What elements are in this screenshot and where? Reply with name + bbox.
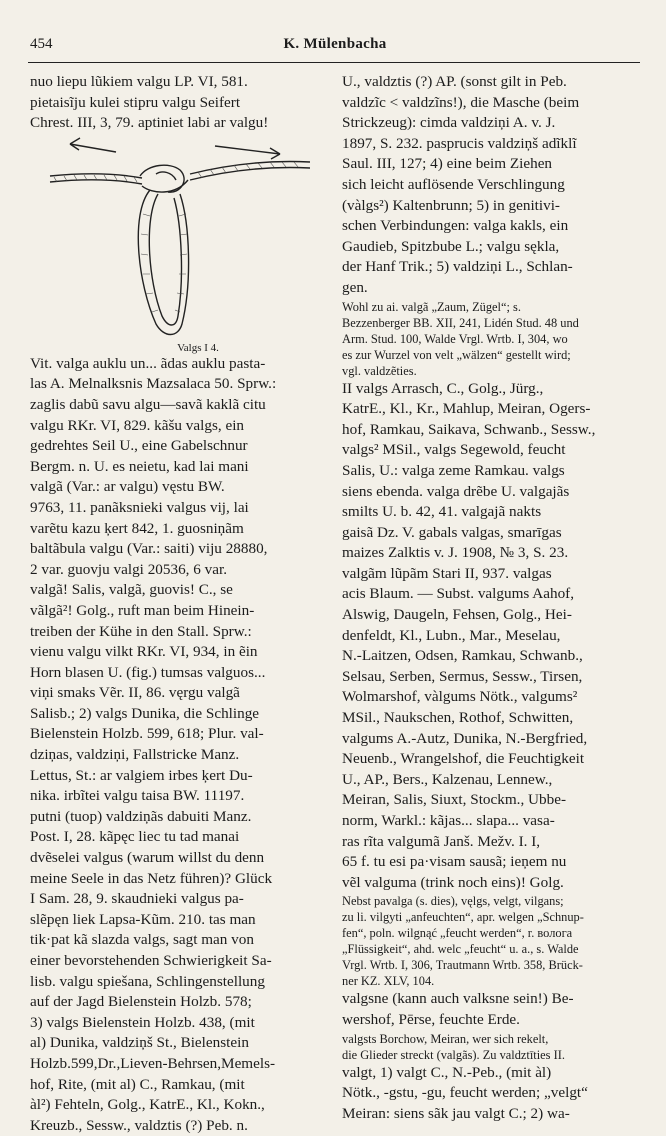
text-line: Neuenb., Wrangelshof, die Feuchtigkeit (342, 750, 585, 768)
text-line: valgu RKr. VI, 829. kãšu valgs, ein (30, 416, 245, 434)
text-line: las A. Melnalksnis Mazsalaca 50. Sprw.: (30, 375, 277, 393)
text-line: Salisb.; 2) valgs Dunika, die Schlinge (30, 704, 260, 722)
text-line: fen“, poln. wilgnąć „feucht werden“, r. волога (342, 926, 573, 941)
text-line: Selsau, Serben, Sermus, Sessw., Tirsen, (342, 667, 583, 685)
text-line: al) Dunika, valdziņš St., Bielenstein (30, 1034, 249, 1052)
text-line: Vit. valga auklu un... ãdas auklu pasta- (30, 354, 266, 372)
text-line: 1897, S. 232. paspruсis valdziņš adĩklĩ (342, 134, 577, 152)
text-line: valgã! Salis, valgã, guovis! C., se (30, 581, 233, 599)
text-line: N.-Laitzen, Odsen, Ramkau, Schwanb., (342, 647, 583, 665)
text-line: Horn blasen U. (fig.) tumsas valguos... (30, 663, 266, 681)
text-line: der Hanf Trik.; 5) valdziņi L., Schlan- (342, 258, 573, 276)
text-line: einer bevorstehenden Schwierigkeit Sa- (30, 952, 272, 969)
text-line: hof, Ramkau, Saikava, Schwanb., Sessw., (342, 420, 596, 438)
running-title: K. Mülenbacha (283, 36, 387, 52)
text-line: Nötk., -gstu, -gu, feucht werden; „velgt“ (342, 1084, 588, 1102)
text-line: Vrgl. Wrtb. I, 306, Trautmann Wrtb. 358, Brück- (342, 958, 583, 973)
text-line: Meiran: siens sãk jau valgt C.; 2) wa- (342, 1104, 570, 1122)
header-rule (28, 62, 640, 63)
text-line: II valgs Arrasch, C., Golg., Jürg., (342, 379, 544, 397)
text-line: acis Blaum. — Subst. valgums Aahof, (342, 585, 575, 603)
text-line: ner KZ. XLV, 104. (342, 974, 435, 989)
text-line: gedrehtes Seil U., eine Gabelschnur (30, 437, 248, 455)
text-line: wershof, Pērse, feuchte Erde. (342, 1010, 520, 1028)
text-line: Holzb.599,Dr.,Lieven-Behrsen,Memels- (30, 1054, 276, 1072)
text-line: ras rĩta valgumã Janš. Mežv. I. I, (342, 832, 541, 850)
text-line: nuo liepu lũkiem valgu LP. VI, 581. (30, 73, 248, 90)
text-line: U., AP., Bers., Kalzenau, Lennew., (342, 770, 553, 788)
text-line: Meiran, Salis, Siuxt, Stockm., Ubbe- (342, 791, 567, 809)
text-line: valgsts Borchow, Meiran, wer sich rekelt, (342, 1031, 549, 1046)
text-line: Bezzenberger BB. XII, 241, Lidén Stud. 48 und (342, 315, 579, 330)
text-line: Chrest. III, 3, 79. aptiniet labi ar valgu! (30, 114, 269, 132)
text-line: nika. irbĩtei valgu taisa BW. 11197. (30, 787, 245, 805)
text-line: gaisã Dz. V. gabals valgas, smarīgas (342, 523, 562, 541)
illustration (30, 134, 326, 354)
text-line: viņi smaks Vẽr. II, 86. vęrgu valgã (30, 684, 240, 702)
text-line: hof, Rite, (mit al) C., Ramkau, (mit (30, 1075, 245, 1093)
text-line: Alswig, Daugeln, Fehsen, Golg., Hei- (342, 606, 572, 624)
page-header (30, 36, 640, 60)
text-line: Bergm. n. U. es neietu, kad lai mani (30, 457, 249, 475)
text-line: Wohl zu ai. valgã „Zaum, Zügel“; s. (342, 299, 521, 314)
text-line: siens ebenda. valga drẽbe U. valgajãs (342, 482, 570, 500)
text-line: 65 f. tu esi pa·visam sausã; ieņem nu (342, 853, 567, 871)
figure-caption: Valgs I 4. (177, 341, 219, 354)
text-line: valgã (Var.: ar valgu) vęstu BW. (30, 478, 225, 496)
text-line: Lettus, St.: ar valgiem irbes ķert Du- (30, 766, 253, 784)
text-line: sich leicht auflösende Verschlingung (342, 175, 565, 193)
text-line: tik·pat kã slazda valgs, sagt man von (30, 931, 254, 949)
text-line: Saul. III, 127; 4) eine beim Ziehen (342, 155, 553, 173)
entry-valgt (342, 1063, 640, 1125)
text-line: denfeldt, Kl., Lubn., Mar., Meselau, (342, 626, 561, 644)
text-line: Arm. Stud. 100, Walde Vrgl. Wrtb. I, 304, wo (342, 331, 568, 346)
left-top-text (30, 72, 326, 134)
text-line: U., valdztis (?) AP. (sonst gilt in Peb. (342, 73, 567, 90)
text-line: gen. (342, 278, 368, 296)
left-main-text (30, 354, 326, 1136)
text-line: dziņas, valdziņi, Fallstricke Manz. (30, 746, 240, 764)
text-line: treiben der Kühe in den Stall. Sprw.: (30, 622, 252, 640)
text-line: Post. I, 28. kãpęc liec tu tad manai (30, 828, 240, 846)
text-line: vãlgã²! Golg., ruft man beim Hinein- (30, 601, 255, 619)
text-line: valgsne (kann auch valksne sein!) Be- (342, 990, 574, 1008)
text-line: vienu valgu vilkt RKr. VI, 934, in ẽin (30, 643, 258, 661)
text-line: (vàlgs²) Kaltenbrunn; 5) in genitivi- (342, 196, 560, 214)
entry-valgs-II (342, 379, 640, 894)
text-line: smilts U. b. 42, 41. valgajã nakts (342, 503, 542, 521)
entry-valgsne (342, 989, 640, 1030)
text-line: es zur Wurzel von velt „wälzen“ gestellt wird; (342, 347, 571, 362)
text-line: putni (tuop) valdziņãs dabuiti Manz. (30, 807, 252, 825)
text-line: pietaisĩju kulei stipru valgu Seifert (30, 93, 241, 111)
text-line: zu li. vilgyti „anfeuchten“, apr. welgen „Schnup- (342, 910, 584, 925)
text-line: 9763, 11. panãksnieki valgus vij, lai (30, 498, 249, 516)
text-line: meine Seele in das Netz führen)? Glück (30, 869, 273, 887)
text-line: Salis, U.: valga zeme Ramkau. valgs (342, 461, 565, 479)
text-line: valgums A.-Autz, Dunika, N.-Bergfried, (342, 729, 588, 747)
text-line: valgt, 1) valgt C., N.-Peb., (mit àl) (342, 1063, 552, 1081)
text-line: baltãbula valgu (Var.: saiti) viju 28880, (30, 540, 268, 558)
text-line: zaglis dabũ savu algu—savã kaklã citu (30, 395, 266, 413)
text-line: maizes Zalktis v. J. 1908, № 3, S. 23. (342, 544, 569, 562)
text-line: „Flüssigkeit“, ahd. welc „feucht“ u. a., s. Walde (342, 942, 579, 957)
text-line: MSil., Naukschen, Rothof, Schwitten, (342, 709, 574, 727)
text-line: Wolmarshof, vàlgums Nötk., valgums² (342, 688, 578, 706)
text-line: dvẽselei valgus (warum willst du denn (30, 849, 265, 867)
text-line: auf der Jagd Bielenstein Holzb. 578; (30, 993, 252, 1011)
text-line: Gaudieb, Spitzbube L.; valgu sękla, (342, 237, 560, 255)
text-line: schen Verbindungen: valga kakls, ein (342, 217, 569, 235)
etymology-note-1 (342, 299, 640, 379)
text-line: valgãm lũpãm Stari II, 937. valgas (342, 564, 552, 582)
text-line: vẽl valguma (trink noch eins)! Golg. (342, 873, 564, 891)
text-line: slẽpęn liek Lapsa-Kũm. 210. tas man (30, 910, 256, 928)
entry-valgs-continued (342, 72, 640, 299)
text-line: valgs² MSil., valgs Segewold, feucht (342, 441, 566, 459)
text-line: àl²) Fehteln, Golg., KatrE., Kl., Kokn., (30, 1096, 265, 1114)
text-line: valdzĩc < valdzĩns!), die Masche (beim (342, 93, 580, 111)
page-number: 454 (30, 36, 53, 52)
noose-drawing (30, 134, 326, 342)
text-line: varẽtu kazu ķert 842, 1. guosniņãm (30, 519, 244, 537)
etymology-note-2 (342, 893, 640, 989)
text-line: norm, Warkl.: kãjas... slapa... vasa- (342, 812, 555, 829)
text-line: lisb. valgu spiešana, Schlingenstellung (30, 972, 265, 990)
text-line: Nebst pavalga (s. dies), vęlgs, velgt, vilgans; (342, 894, 564, 909)
text-line: Kreuzb., Sessw., valdztis (?) Peb. n. (30, 1116, 248, 1134)
right-column (342, 72, 640, 1124)
entry-valgsts (342, 1031, 640, 1063)
text-line: die Glieder streckt (valgãs). Zu valdztīties II. (342, 1047, 565, 1062)
text-line: vgl. valdzẽties. (342, 363, 417, 378)
text-line: Bielenstein Holzb. 599, 618; Plur. val- (30, 725, 264, 743)
text-line: 2 var. guovju valgi 20536, 6 var. (30, 560, 227, 578)
text-line: Strickzeug): cimda valdziņi A. v. J. (342, 114, 556, 132)
text-line: KatrE., Kl., Kr., Mahlup, Meiran, Ogers- (342, 400, 591, 418)
text-line: I Sam. 28, 9. skaudnieki valgus pa- (30, 890, 244, 908)
text-line: 3) valgs Bielenstein Holzb. 438, (mit (30, 1013, 255, 1031)
left-column (30, 72, 326, 1136)
